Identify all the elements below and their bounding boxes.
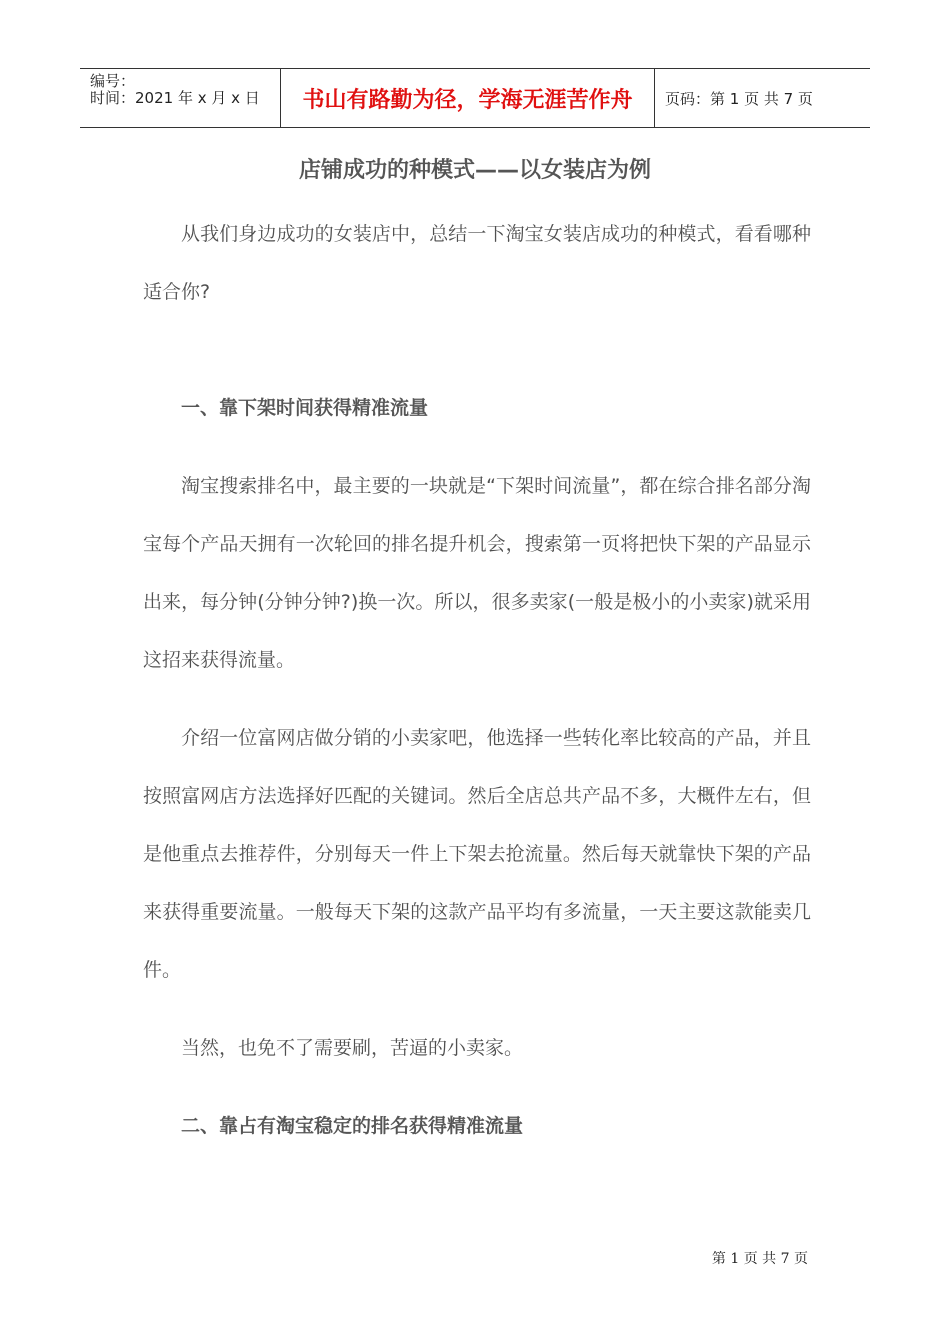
header-motto: 书山有路勤为径，学海无涯苦作舟 bbox=[281, 69, 655, 127]
header-meta bbox=[80, 69, 281, 127]
document-title: 店铺成功的种模式——以女装店为例 bbox=[298, 158, 651, 183]
section1-paragraph-3: 当然，也免不了需要刷，苦逼的小卖家。 bbox=[181, 1037, 524, 1059]
spacer bbox=[143, 437, 811, 457]
document-header bbox=[80, 68, 870, 128]
section-heading-2: 二、靠占有淘宝稳定的排名获得精准流量 bbox=[181, 1115, 524, 1137]
spacer bbox=[143, 999, 811, 1019]
spacer bbox=[143, 1077, 811, 1097]
section-heading-1: 一、靠下架时间获得精准流量 bbox=[181, 397, 429, 419]
header-page-info: 页码：第 1 页 共 7 页 bbox=[665, 89, 813, 108]
document-body bbox=[143, 205, 811, 1155]
section1-paragraph-2: 介绍一位富网店做分销的小卖家吧，他选择一些转化率比较高的产品，并且按照富网店方法选择好匹配的关键词。然后全店总共产品不多，大概件左右，但是他重点去推荐件，分别每天一件上下架去抢流量。然后每天就靠快下架的产品来获得重要流量。一般每天下架的这款产品平均有多流量，一天主要这款能卖几件。 bbox=[143, 727, 811, 981]
spacer bbox=[143, 689, 811, 709]
intro-paragraph: 从我们身边成功的女装店中，总结一下淘宝女装店成功的种模式，看看哪种适合你? bbox=[143, 223, 811, 303]
header-time-label: 时间：2021 年 x 月 x 日 bbox=[90, 89, 260, 107]
spacer bbox=[143, 321, 811, 379]
header-code-label: 编号： bbox=[90, 72, 136, 90]
section1-paragraph-1: 淘宝搜索排名中，最主要的一块就是“下架时间流量”，都在综合排名部分淘宝每个产品天拥有一次轮回的排名提升机会，搜索第一页将把快下架的产品显示出来，每分钟(分钟分钟?)换一次。所以，很多卖家(一般是极小的小卖家)就采用这招来获得流量。 bbox=[143, 475, 811, 671]
footer-page-info: 第 1 页 共 7 页 bbox=[711, 1251, 808, 1267]
